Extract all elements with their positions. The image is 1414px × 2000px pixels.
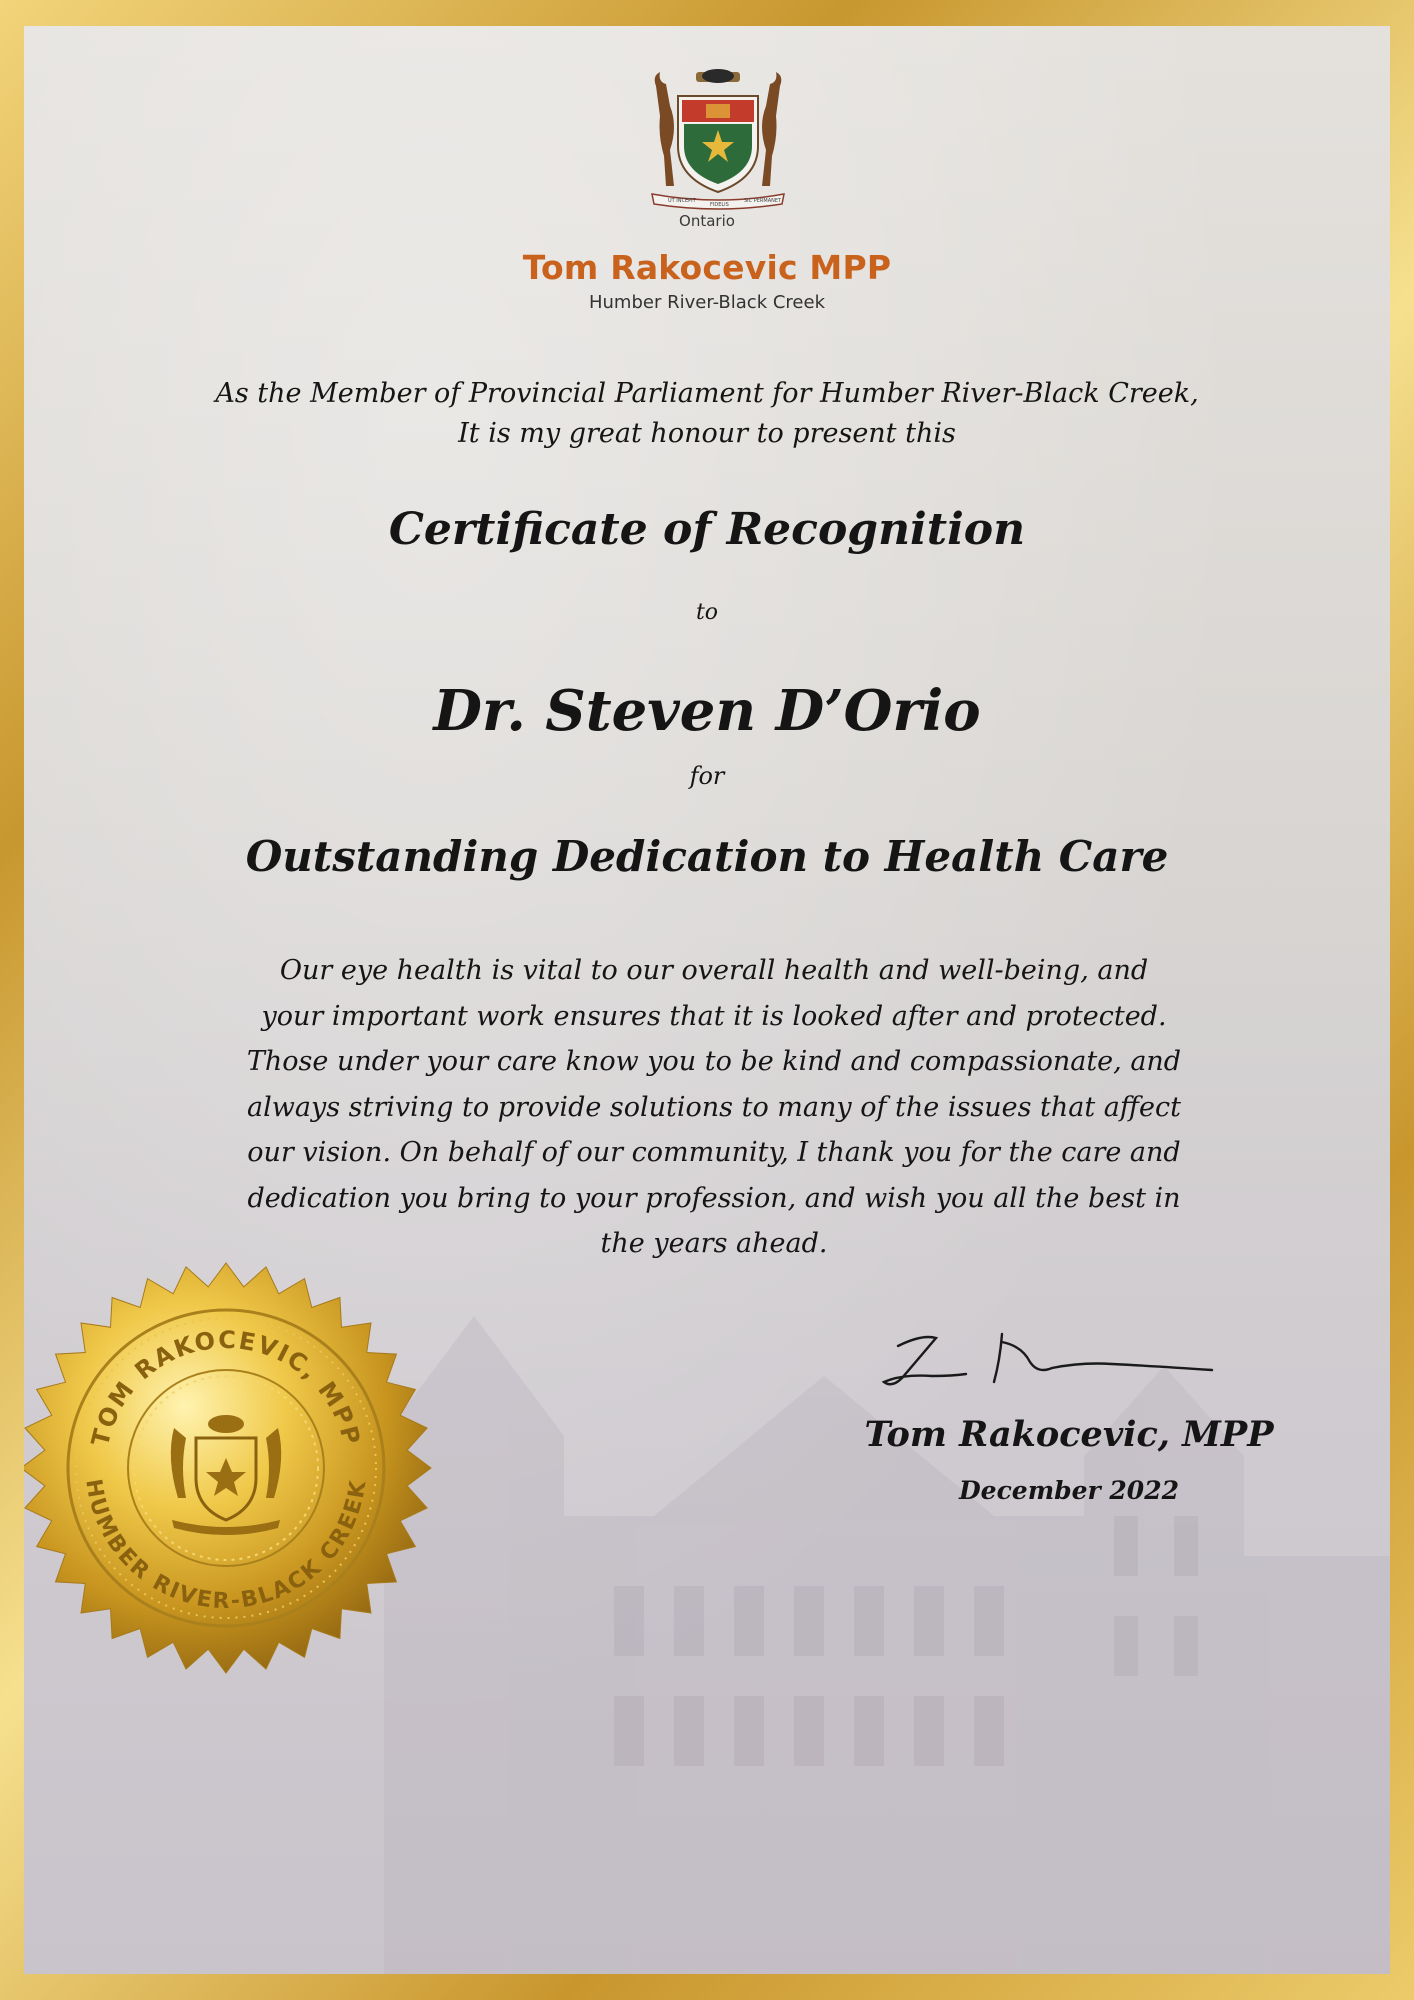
seal-text-top: TOM RAKOCEVIC, MPP	[86, 1325, 366, 1449]
citation-body	[204, 948, 1224, 1267]
province-label: Ontario	[679, 212, 735, 230]
crest-motto-center: FIDELIS	[710, 202, 729, 208]
riding-name: Humber River-Black Creek	[588, 292, 825, 313]
citation-line: our vision. On behalf of our community, I thank you for the care and	[247, 1137, 1181, 1168]
intro-line-2: It is my great honour to present this	[458, 418, 956, 449]
ontario-coat-of-arms-icon	[648, 66, 788, 216]
citation-line: your important work ensures that it is looked after and protected.	[261, 1000, 1167, 1032]
recognition-reason: Outstanding Dedication to Health Care	[245, 832, 1169, 881]
crest-motto-right: SIC PERMANET	[744, 198, 782, 204]
signer-name: Tom Rakocevic, MPP	[864, 1414, 1274, 1455]
handwritten-signature	[862, 1316, 1232, 1406]
to-word: to	[695, 600, 719, 625]
citation-line: always striving to provide solutions to many of the issues that affect	[247, 1091, 1181, 1123]
citation-line: Those under your care know you to be kind and compassionate, and	[246, 1046, 1182, 1077]
crest-motto-left: UT INCEPIT	[668, 198, 696, 204]
citation-line: dedication you bring to your profession, and wish you all the best in	[247, 1182, 1181, 1214]
citation-line: the years ahead.	[600, 1228, 828, 1259]
recipient-name: Dr. Steven D’Orio	[433, 678, 981, 744]
certificate-title: Certificate of Recognition	[388, 504, 1026, 555]
for-word: for	[689, 762, 725, 790]
certificate-date: December 2022	[958, 1476, 1179, 1505]
mpp-name-heading: Tom Rakocevic MPP	[522, 248, 892, 287]
citation-line: Our eye health is vital to our overall health and well-being, and	[279, 955, 1149, 986]
intro-line-1: As the Member of Provincial Parliament for Humber River-Black Creek,	[215, 378, 1199, 409]
gold-seal-icon	[24, 1258, 436, 1678]
certificate-paper	[24, 26, 1390, 1974]
seal-text-bottom: HUMBER RIVER-BLACK CREEK	[80, 1477, 372, 1615]
